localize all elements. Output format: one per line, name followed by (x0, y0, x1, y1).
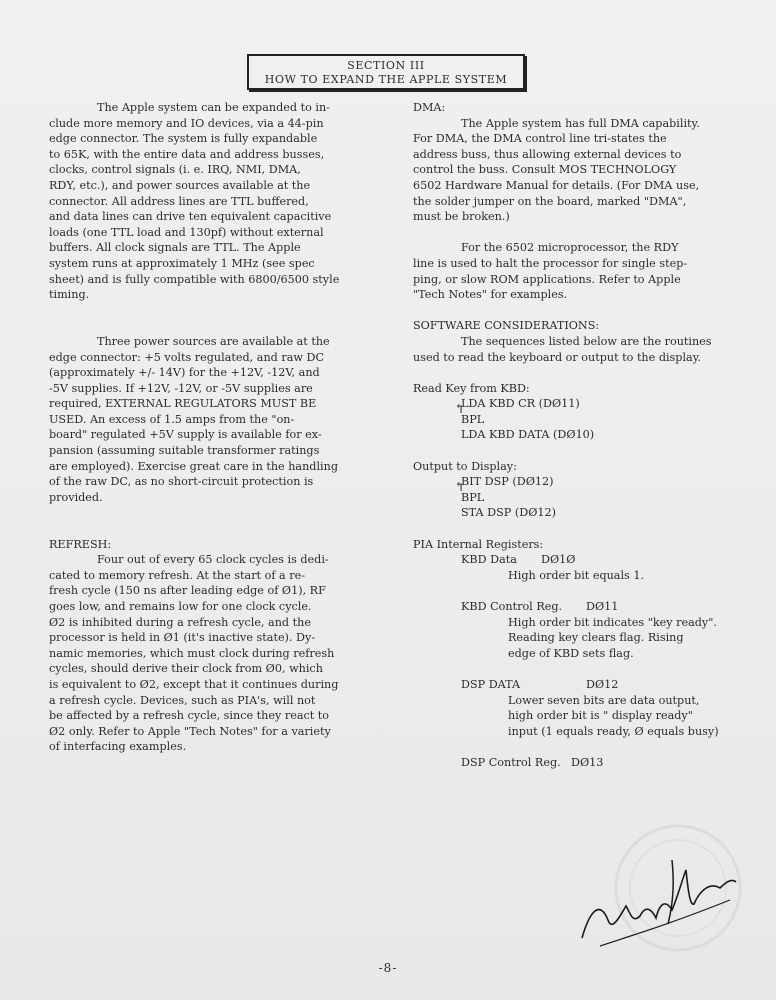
register-row (413, 677, 743, 693)
paragraph-line: RDY, etc.), and power sources available at the (49, 178, 311, 192)
code-line: BPL (461, 490, 485, 504)
register-address: DØ13 (571, 755, 604, 769)
register-address: DØ11 (586, 600, 619, 613)
paragraph-line: used to read the keyboard or output to the display. (413, 350, 702, 364)
paragraph-line: namic memories, which must clock during refresh (49, 646, 335, 660)
dma-heading: DMA: (413, 101, 446, 114)
register-desc: Lower seven bits are data output, (508, 693, 700, 707)
left-column (49, 100, 379, 755)
paragraph-line: board" regulated +5V supply is available for ex- (49, 428, 322, 442)
paragraph-line: clocks, control signals (i. e. IRQ, NMI, DMA, (49, 163, 301, 177)
page-number: -8- (378, 961, 398, 975)
paragraph-line: 6502 Hardware Manual for details. (For DMA use, (413, 178, 700, 192)
refresh-heading: REFRESH: (49, 537, 112, 551)
paragraph-line: USED. An excess of 1.5 amps from the "on- (49, 412, 295, 426)
paragraph-line: Three power sources are available at the (97, 334, 330, 348)
right-column (413, 100, 743, 771)
code-line: BIT DSP (DØ12) (461, 475, 554, 489)
paragraph-line: a refresh cycle. Devices, such as PIA's, will not (49, 693, 316, 707)
paragraph-line: Four out of every 65 clock cycles is dedi- (97, 553, 329, 567)
paragraph-line: control the buss. Consult MOS TECHNOLOGY (413, 163, 677, 177)
code-line: LDA KBD CR (DØ11) (461, 397, 580, 411)
section-title: HOW TO EXPAND THE APPLE SYSTEM (264, 73, 508, 86)
paragraph-line: Ø2 only. Refer to Apple "Tech Notes" for a variety (49, 724, 331, 738)
register-name: KBD Data (461, 553, 517, 567)
register-desc: input (1 equals ready, Ø equals busy) (508, 724, 719, 738)
register-desc: High order bit indicates "key ready". (508, 615, 717, 629)
paragraph-line: connector. All address lines are TTL buffered, (49, 194, 309, 208)
paragraph-line: goes low, and remains low for one clock cycle. (49, 600, 312, 613)
paragraph-line: edge connector. The system is fully expandable (49, 132, 318, 146)
loop-arrow-icon: ↰ (454, 480, 465, 496)
code-line: LDA KBD DATA (DØ10) (461, 428, 595, 442)
paragraph-line: required, EXTERNAL REGULATORS MUST BE (49, 397, 317, 411)
paragraph-line: must be broken.) (413, 210, 510, 224)
paragraph-line: processor is held in Ø1 (it's inactive state). Dy- (49, 631, 316, 645)
paragraph-line: line is used to halt the processor for single step- (413, 256, 688, 270)
output-heading: Output to Display: (413, 459, 517, 473)
paragraph-line: edge connector: +5 volts regulated, and raw DC (49, 350, 325, 364)
paragraph-line: ping, or slow ROM applications. Refer to Apple (413, 272, 681, 286)
paragraph-line: timing. (49, 288, 90, 302)
paragraph-line: The Apple system can be expanded to in- (97, 101, 330, 114)
paragraph-line: The sequences listed below are the routines (461, 334, 712, 348)
paragraph-line: to 65K, with the entire data and address busses, (49, 147, 325, 161)
paragraph-line: Ø2 is inhibited during a refresh cycle, and the (49, 615, 311, 629)
paragraph-line: For DMA, the DMA control line tri-states the (413, 132, 667, 146)
paragraph-line: is equivalent to Ø2, except that it continues during (49, 677, 339, 691)
paragraph-line: The Apple system has full DMA capability. (461, 116, 700, 130)
read-key-code (413, 396, 743, 443)
register-desc: High order bit equals 1. (508, 568, 645, 582)
paragraph-line: clude more memory and IO devices, via a 44-pin (49, 116, 324, 130)
register-name: DSP Control Reg. (461, 755, 561, 769)
register-row (413, 755, 743, 771)
register-address: DØ12 (586, 677, 619, 691)
paragraph-line: be affected by a refresh cycle, since they react to (49, 709, 330, 723)
paragraph-line: of the raw DC, as no short-circuit protection is (49, 475, 314, 489)
output-code (413, 474, 743, 521)
software-heading: SOFTWARE CONSIDERATIONS: (413, 319, 600, 333)
paragraph-line: address buss, thus allowing external devices to (413, 147, 682, 161)
register-row (413, 552, 743, 568)
paragraph-line: cycles, should derive their clock from Ø0, which (49, 662, 323, 676)
paragraph-line: and data lines can drive ten equivalent capacitive (49, 210, 332, 224)
register-desc: Reading key clears flag. Rising (508, 631, 684, 645)
paragraph-line: fresh cycle (150 ns after leading edge of Ø1), RF (49, 584, 326, 598)
register-desc: high order bit is " display ready" (508, 709, 693, 723)
paragraph-line: "Tech Notes" for examples. (413, 288, 568, 302)
signature (560, 820, 750, 960)
register-name: KBD Control Reg. (461, 600, 563, 613)
code-line: BPL (461, 412, 485, 426)
register-name: DSP DATA (461, 677, 521, 691)
paragraph-line: sheet) and is fully compatible with 6800/6500 style (49, 272, 340, 286)
paragraph-line: are employed). Exercise great care in the handling (49, 459, 338, 473)
paragraph-line: buffers. All clock signals are TTL. The Apple (49, 241, 301, 255)
section-number: SECTION III (347, 59, 425, 72)
register-address: DØ1Ø (541, 553, 576, 567)
paragraph-line: cated to memory refresh. At the start of a re- (49, 568, 306, 582)
paragraph-line: system runs at approximately 1 MHz (see spec (49, 256, 315, 270)
paragraph-line: loads (one TTL load and 130pf) without external (49, 225, 324, 239)
paragraph-line: provided. (49, 490, 103, 504)
paragraph-line: (approximately +/- 14V) for the +12V, -12V, and (49, 366, 320, 380)
section-title-box (247, 54, 525, 90)
register-desc: edge of KBD sets flag. (508, 646, 634, 660)
register-row (413, 599, 743, 615)
paragraph-line: the solder jumper on the board, marked "DMA", (413, 194, 687, 208)
pia-heading: PIA Internal Registers: (413, 537, 544, 551)
paragraph-line: -5V supplies. If +12V, -12V, or -5V supplies are (49, 381, 313, 395)
paragraph-line: For the 6502 microprocessor, the RDY (461, 241, 679, 255)
loop-arrow-icon: ↰ (454, 402, 465, 418)
paragraph-line: pansion (assuming suitable transformer ratings (49, 444, 320, 458)
code-line: STA DSP (DØ12) (461, 506, 556, 520)
read-key-heading: Read Key from KBD: (413, 381, 530, 395)
paragraph-line: of interfacing examples. (49, 740, 187, 754)
